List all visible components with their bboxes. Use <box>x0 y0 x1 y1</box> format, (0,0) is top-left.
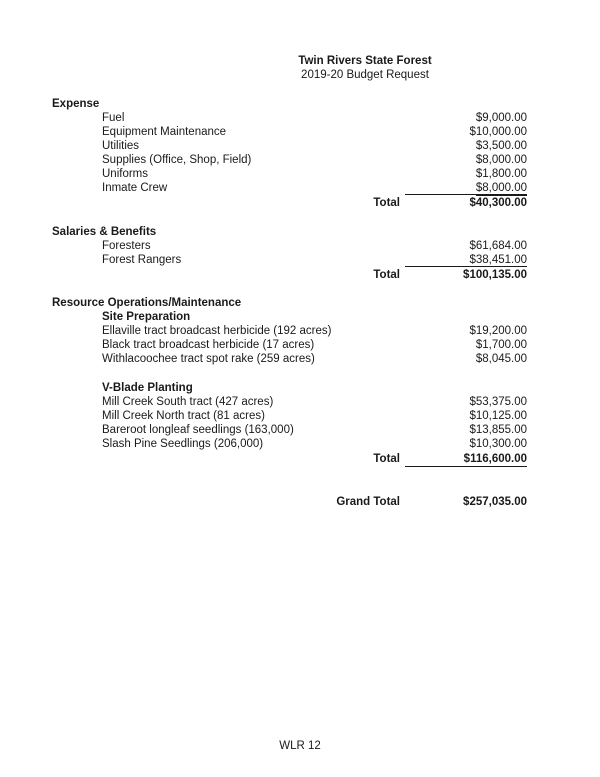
site-prep-heading-row <box>0 310 600 324</box>
line-item <box>0 338 600 352</box>
section-heading-resource-ops: Resource Operations/Maintenance <box>52 297 242 309</box>
line-item-label: Slash Pine Seedlings (206,000) <box>102 438 264 450</box>
line-item-amount: $10,300.00 <box>469 438 527 450</box>
line-item-amount: $9,000.00 <box>475 112 527 124</box>
grand-total-label: Grand Total <box>336 496 400 508</box>
line-item <box>0 437 600 451</box>
total-rule <box>405 194 527 195</box>
line-item <box>0 239 600 253</box>
line-item-label: Bareroot longleaf seedlings (163,000) <box>102 424 294 436</box>
line-item-label: Mill Creek South tract (427 acres) <box>102 396 274 408</box>
line-item <box>0 423 600 437</box>
line-item-label: Forest Rangers <box>102 254 182 266</box>
line-item <box>0 139 600 153</box>
section-heading-expense: Expense <box>52 98 100 110</box>
line-item <box>0 395 600 409</box>
line-item-amount: $8,000.00 <box>475 154 527 166</box>
total-rule <box>405 266 527 267</box>
line-item-label: Black tract broadcast herbicide (17 acres) <box>102 339 315 351</box>
line-item-label: Inmate Crew <box>102 182 168 194</box>
line-item <box>0 253 600 267</box>
document-subtitle: 2019-20 Budget Request <box>301 69 429 81</box>
salaries-heading-row <box>0 225 600 239</box>
grand-total-row <box>0 495 600 509</box>
line-item-amount: $1,800.00 <box>475 168 527 180</box>
grand-total-amount: $257,035.00 <box>463 496 527 508</box>
line-item-amount: $3,500.00 <box>475 140 527 152</box>
line-item-amount: $19,200.00 <box>469 325 527 337</box>
line-item <box>0 181 600 195</box>
line-item-label: Withlacoochee tract spot rake (259 acres) <box>102 353 315 365</box>
line-item-amount: $8,000.00 <box>475 182 527 194</box>
resource-ops-heading-row <box>0 296 600 310</box>
line-item-label: Foresters <box>102 240 151 252</box>
vblade-heading-row <box>0 381 600 395</box>
line-item-label: Utilities <box>102 140 140 152</box>
line-item-label: Uniforms <box>102 168 149 180</box>
page-footer: WLR 12 <box>279 740 321 752</box>
subtotal-amount: $40,300.00 <box>469 197 527 209</box>
subtotal-row <box>0 268 600 282</box>
subtotal-amount: $116,600.00 <box>463 453 527 465</box>
subsection-heading-site-prep: Site Preparation <box>102 311 191 323</box>
line-item-label: Fuel <box>102 112 125 124</box>
line-item-label: Supplies (Office, Shop, Field) <box>102 154 252 166</box>
subtotal-label: Total <box>373 269 400 281</box>
subtotal-amount: $100,135.00 <box>463 269 527 281</box>
line-item-amount: $1,700.00 <box>475 339 527 351</box>
line-item <box>0 153 600 167</box>
subsection-heading-vblade: V-Blade Planting <box>102 382 193 394</box>
line-item-amount: $61,684.00 <box>469 240 527 252</box>
subtotal-row <box>0 452 600 466</box>
subtotal-label: Total <box>373 453 400 465</box>
subtotal-row <box>0 196 600 210</box>
line-item <box>0 111 600 125</box>
line-item <box>0 409 600 423</box>
line-item-label: Mill Creek North tract (81 acres) <box>102 410 265 422</box>
line-item <box>0 125 600 139</box>
section-heading-salaries: Salaries & Benefits <box>52 226 157 238</box>
subtotal-label: Total <box>373 197 400 209</box>
line-item-amount: $10,000.00 <box>469 126 527 138</box>
document-title: Twin Rivers State Forest <box>298 55 432 67</box>
line-item-amount: $8,045.00 <box>475 353 527 365</box>
line-item <box>0 324 600 338</box>
line-item-label: Ellaville tract broadcast herbicide (192 acres) <box>102 325 332 337</box>
line-item-amount: $38,451.00 <box>469 254 527 266</box>
line-item-amount: $10,125.00 <box>469 410 527 422</box>
total-rule <box>405 466 527 467</box>
line-item <box>0 167 600 181</box>
line-item-amount: $13,855.00 <box>469 424 527 436</box>
line-item <box>0 352 600 366</box>
line-item-label: Equipment Maintenance <box>102 126 227 138</box>
expense-heading-row <box>0 97 600 111</box>
line-item-amount: $53,375.00 <box>469 396 527 408</box>
